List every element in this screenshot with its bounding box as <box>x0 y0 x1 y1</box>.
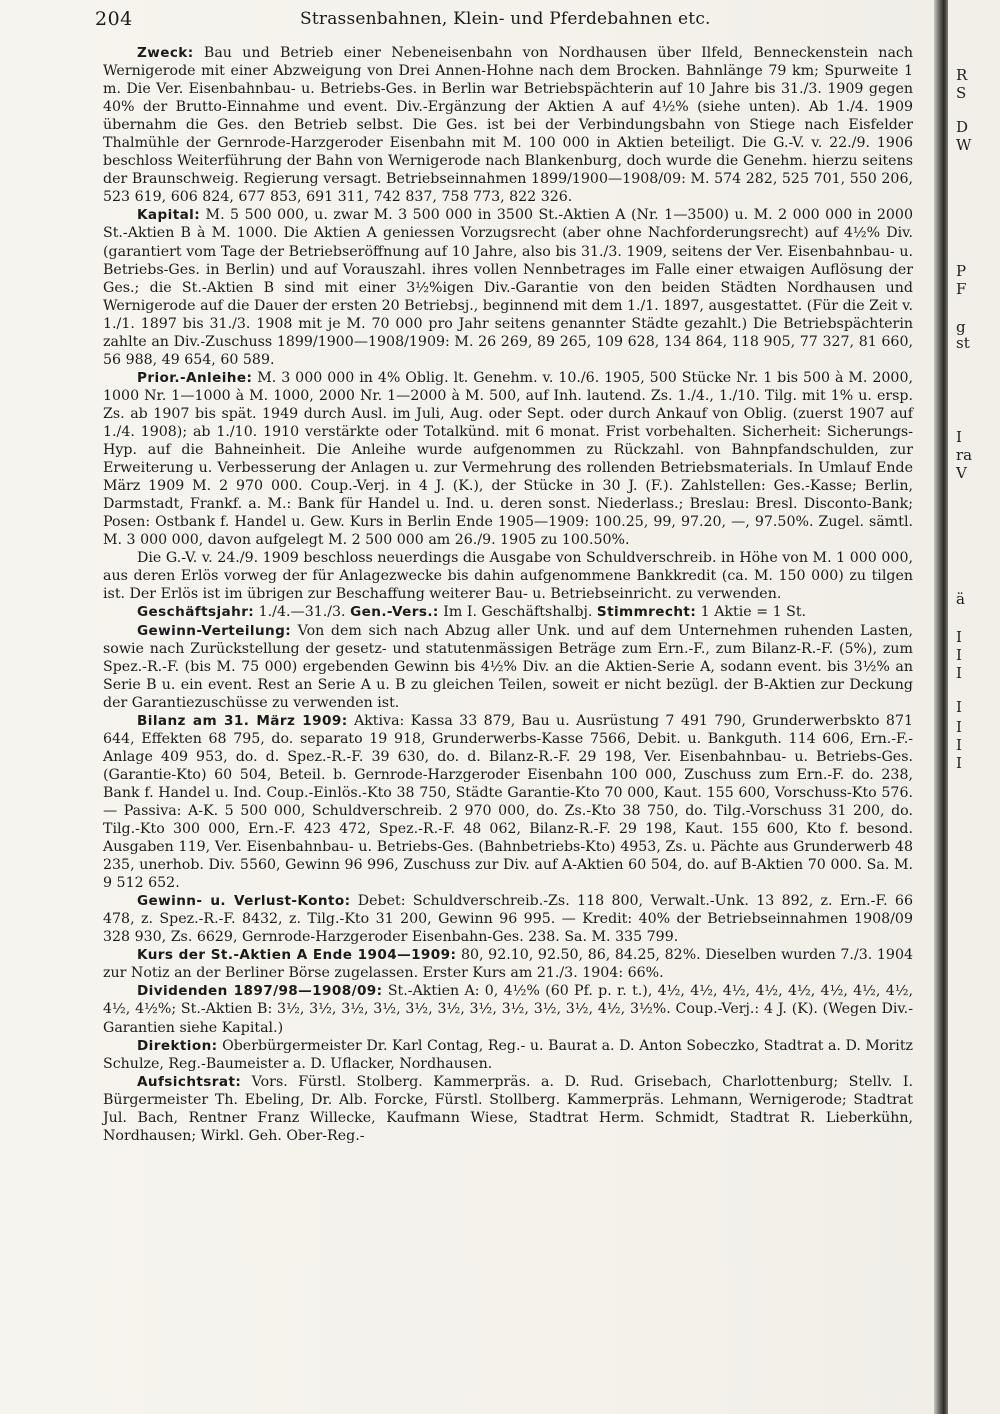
paragraph-kapital <box>103 206 913 368</box>
paragraph-lead-gen-vers: Gen.-Vers.: <box>350 604 439 621</box>
paragraph-text: 1 Aktie = 1 St. <box>696 604 807 621</box>
page-number: 204 <box>95 8 133 30</box>
edge-letter: st <box>956 334 970 352</box>
paragraph-text: M. 3 000 000 in 4% Oblig. lt. Genehm. v. 10./6. 1905, 500 Stücke Nr. 1 bis 500 à M. 2000, 1000 Nr. 1—1000 à M. 1000, 2000 Nr. 1—2000 à M. 500, auf Inh. lautend. Zs. 1./4., 1./10. Tilg. mit 1% u. ersp. Zs. ab 1907 bis spät. 1949 durch Ausl. im Juli, Aug. oder Sept. oder durch Ankauf von Oblig. (zuerst 1907 auf 1./4. 1908); ab 1./10. 1910 verstärkte oder Totalkünd. mit 6 monat. Frist vorbehalten. Sicherheit: Sicherungs-Hyp. auf die Bahneinheit. Die Anleihe wurde aufgenommen zu Rückzahl. von Bahnpfandschulden, zur Erweiterung u. Verbesserung der Anlagen u. zur Vermehrung des rollenden Betriebsmaterials. In Umlauf Ende März 1909 M. 2 970 000. Coup.-Verj. in 4 J. (K.), der Stücke in 30 J. (F.). Zahlstellen: Ges.-Kasse; Berlin, Darmstadt, Frankf. a. M.: Bank für Handel u. Ind. u. deren sonst. Niederlass.; Breslau: Bresl. Disconto-Bank; Posen: Ostbank f. Handel u. Gew. Kurs in Berlin Ende 1905—1909: 100.25, 99, 97.20, —, 97.50%. Zugel. sämtl. M. 3 000 000, davon aufgelegt M. 2 500 000 am 26./9. 1905 zu 100.50%. <box>103 369 913 549</box>
paragraph-text: Im I. Geschäftshalbj. <box>438 604 597 621</box>
edge-letter: I <box>956 754 962 772</box>
paragraph-text: Die G.-V. v. 24./9. 1909 beschloss neuerdings die Ausgabe von Schuldverschreib. in Höhe von M. 1 000 000, aus deren Erlös vorweg der für Anlagezwecke bis dahin aufgenommene Bankkredit (ca. M. 150 000) zu tilgen ist. Der Erlös ist im übrigen zur Beschaffung weiterer Bau- u. Betriebseinricht. zu verwenden. <box>103 550 913 603</box>
paragraph-lead: Bilanz am 31. März 1909: <box>137 712 348 729</box>
paragraph-direktion <box>103 1037 913 1073</box>
paragraph-dividenden <box>103 982 913 1036</box>
paragraph-text: St.-Aktien A: 0, 4½% (60 Pf. p. r. t.), 4½, 4½, 4½, 4½, 4½, 4½, 4½, 4½, 4½, 4½%; St.-Aktien B: 3½, 3½, 3½, 3½, 3½, 3½, 3½, 3½, 3½, 3½, 4½, 3½%. Coup.-Verj.: 4 J. (K). (Wegen Div.-Garantien siehe Kapital.) <box>103 983 914 1036</box>
edge-letter: I <box>956 718 962 736</box>
edge-letter: S <box>956 84 967 102</box>
paragraph-lead-stimmrecht: Stimmrecht: <box>596 604 697 621</box>
edge-letter: I <box>956 428 962 446</box>
paragraph-lead: Gewinn- u. Verlust-Konto: <box>137 893 351 910</box>
paragraph-lead: Direktion: <box>137 1037 218 1054</box>
book-gutter <box>934 0 948 1414</box>
paragraph-text: Oberbürgermeister Dr. Karl Contag, Reg.- u. Baurat a. D. Anton Sobeczko, Stadtrat a. D. Moritz Schulze, Reg.-Baumeister a. D. Uflacker, Nordhausen. <box>103 1037 913 1072</box>
edge-letter: W <box>956 136 972 154</box>
paragraph-text: Von dem sich nach Abzug aller Unk. und auf dem Unternehmen ruhenden Lasten, sowie nach Zurückstellung der gesetz- und statutenmässigen Beträge zum Ern.-F., zum Bilanz-R.-F. (5%), zum Spez.-R.-F. (bis M. 75 000) ergebenden Gewinn bis 4½% Div. an die Aktien-Serie A, sodann event. bis 3½% an Serie B u. ein event. Rest an Serie A u. B zu gleichen Teilen, soweit er nicht bezügl. der B-Aktien zur Deckung der Garantiezuschüsse zu verwenden ist. <box>103 622 913 711</box>
edge-letter: g <box>956 318 966 336</box>
paragraph-lead: Kapital: <box>137 207 201 224</box>
paragraph-text: Aktiva: Kassa 33 879, Bau u. Ausrüstung 7 491 790, Grunderwerbskto 871 644, Effekten 68 795, do. separato 19 918, Grunderwerbs-Kasse 7566, Debit. u. Bankguth. 114 606, Ern.-F.-Anlage 409 953, do. d. Spez.-R.-F. 39 630, do. d. Bilanz-R.-F. 29 198, Ver. Eisenbahnbau- u. Betriebs-Ges. (Garantie-Kto) 60 504, Beteil. b. Gernrode-Harzgeroder Eisenbahn 100 000, Zuschuss zum Ern.-F. do. 238, Bank f. Handel u. Ind. Coup.-Einlös.-Kto 38 750, Städte Garantie-Kto 70 000, Kaut. 155 600, Vorschuss-Kto 576. — Passiva: A-K. 5 500 000, Schuldverschreib. 2 970 000, do. Zs.-Kto 38 750, do. Tilg.-Vorschuss 31 200, do. Tilg.-Kto 300 000, Ern.-F. 423 472, Spez.-R.-F. 48 062, Bilanz-R.-F. 29 198, Kaut. 155 600, Kto f. besond. Ausgaben 119, Ver. Eisenbahnbau- u. Betriebs-Ges. (Bahnbetriebs-Kto) 4953, Zs. u. Pächte aus Grunderwerb 48 235, unerhob. Div. 5560, Gewinn 96 996, Zuschuss zur Div. auf A-Aktien 60 504, do. auf B-Aktien 70 000. Sa. M. 9 512 652. <box>103 712 913 892</box>
paragraph-lead: Prior.-Anleihe: <box>137 369 253 386</box>
page-header <box>95 8 915 34</box>
paragraph-lead: Dividenden 1897/98—1908/09: <box>137 983 383 1000</box>
adjacent-page-edge <box>948 0 1000 1414</box>
paragraph-kurs <box>103 946 913 982</box>
body-text <box>103 44 913 1145</box>
edge-letter: ra <box>956 446 973 464</box>
paragraph-geschaeftsjahr <box>103 603 913 621</box>
running-title: Strassenbahnen, Klein- und Pferdebahnen etc. <box>300 9 711 29</box>
paragraph-text: Debet: Schuldverschreib.-Zs. 118 800, Verwalt.-Unk. 13 892, z. Ern.-F. 66 478, z. Spez.-R.-F. 8432, z. Tilg.-Kto 31 200, Gewinn 96 995. — Kredit: 40% der Betriebseinnahmen 1908/09 328 930, Zs. 6629, Gernrode-Harzgeroder Eisenbahn-Ges. 238. Sa. M. 335 799. <box>103 893 913 946</box>
paragraph-text: 80, 92.10, 92.50, 86, 84.25, 82%. Dieselben wurden 7./3. 1904 zur Notiz an der Berliner Börse zugelassen. Erster Kurs am 21./3. 1904: 66%. <box>103 947 913 982</box>
edge-letter: I <box>956 628 962 646</box>
paragraph-gewinn-verteilung <box>103 622 913 712</box>
edge-letter: I <box>956 698 962 716</box>
paragraph-gv-beschluss <box>103 549 913 603</box>
paragraph-lead: Kurs der St.-Aktien A Ende 1904—1909: <box>137 947 457 964</box>
paragraph-aufsichtsrat <box>103 1073 913 1145</box>
edge-letter: I <box>956 664 962 682</box>
edge-letter: I <box>956 736 962 754</box>
paragraph-gewinn-verlust <box>103 892 913 946</box>
paragraph-lead: Gewinn-Verteilung: <box>137 622 292 639</box>
edge-letter: I <box>956 646 962 664</box>
paragraph-zweck <box>103 44 913 206</box>
edge-letter: F <box>956 280 967 298</box>
paragraph-lead: Aufsichtsrat: <box>137 1073 242 1090</box>
edge-letter: V <box>956 464 967 482</box>
paragraph-text: Bau und Betrieb einer Nebeneisenbahn von Nordhausen über Ilfeld, Benneckenstein nach Wernigerode mit einer Abzweigung von Drei Annen-Hohne nach dem Brocken. Bahnlänge 79 km; Spurweite 1 m. Die Ver. Eisenbahnbau- u. Betriebs-Ges. in Berlin war Betriebspächterin auf 10 Jahre bis 31./3. 1909 gegen 40% der Brutto-Einnahme und event. Div.-Ergänzung der Aktien A auf 4½% (siehe unten). Ab 1./4. 1909 übernahm die Ges. den Betrieb selbst. Die Ges. ist bei der Verbindungsbahn von Stiege nach Eisfelder Thalmühle der Gernrode-Harzgeroder Eisenbahn mit M. 100 000 in Aktien beteiligt. Die G.-V. v. 22./9. 1906 beschloss Weiterführung der Bahn von Wernigerode nach Blankenburg, doch wurde die Genehm. hierzu seitens der Braunschweig. Regierung versagt. Betriebseinnahmen 1899/1900—1908/09: M. 574 282, 525 701, 550 206, 523 619, 606 824, 677 853, 691 311, 742 837, 758 773, 822 326. <box>103 45 913 206</box>
paragraph-lead: Geschäftsjahr: <box>137 604 255 621</box>
paragraph-bilanz <box>103 712 913 892</box>
paragraph-text: 1./4.—31./3. <box>254 604 351 621</box>
paragraph-text: M. 5 500 000, u. zwar M. 3 500 000 in 3500 St.-Aktien A (Nr. 1—3500) u. M. 2 000 000 in 2000 St.-Aktien B à M. 1000. Die Aktien A geniessen Vorzugsrecht (aber ohne Nachforderungsrecht) auf 4½% Div. (garantiert vom Tage der Betriebseröffnung auf 10 Jahre, also bis 31./3. 1909, seitens der Ver. Eisenbahnbau- u. Betriebs-Ges. in Berlin) und auf Vorauszahl. ihres vollen Nennbetrages im Falle einer etwaigen Auflösung der Ges.; die St.-Aktien B sind mit einer 3½%igen Div.-Garantie von den beiden Städten Nordhausen und Wernigerode auf die Dauer der ersten 20 Betriebsj., beginnend mit dem 1./1. 1897, ausgestattet. (Für die Zeit v. 1./1. 1897 bis 31./3. 1908 mit je M. 70 000 pro Jahr seitens genannter Städte gezahlt.) Die Betriebspächterin zahlte an Div.-Zuschuss 1899/1900—1908/1909: M. 26 269, 89 265, 109 628, 134 864, 118 905, 77 327, 81 660, 56 988, 49 654, 60 589. <box>103 207 913 368</box>
paragraph-lead: Zweck: <box>137 45 194 61</box>
paragraph-text: Vors. Fürstl. Stolberg. Kammerpräs. a. D. Rud. Grisebach, Charlottenburg; Stellv. I. Bürgermeister Th. Ebeling, Dr. Alb. Forcke, Fürstl. Stollberg. Kammerpräs. Lehmann, Wernigerode; Stadtrat Jul. Bach, Rentner Franz Willecke, Kaufmann Wiese, Stadtrat Herm. Schmidt, Stadtrat R. Lieberkühn, Nordhausen; Wirkl. Geh. Ober-Reg.- <box>103 1073 913 1144</box>
edge-letter: P <box>956 262 967 280</box>
paragraph-prior-anleihe <box>103 369 913 549</box>
edge-letter: D <box>956 118 969 136</box>
edge-letter: ä <box>956 590 965 608</box>
edge-letter: R <box>956 66 968 84</box>
